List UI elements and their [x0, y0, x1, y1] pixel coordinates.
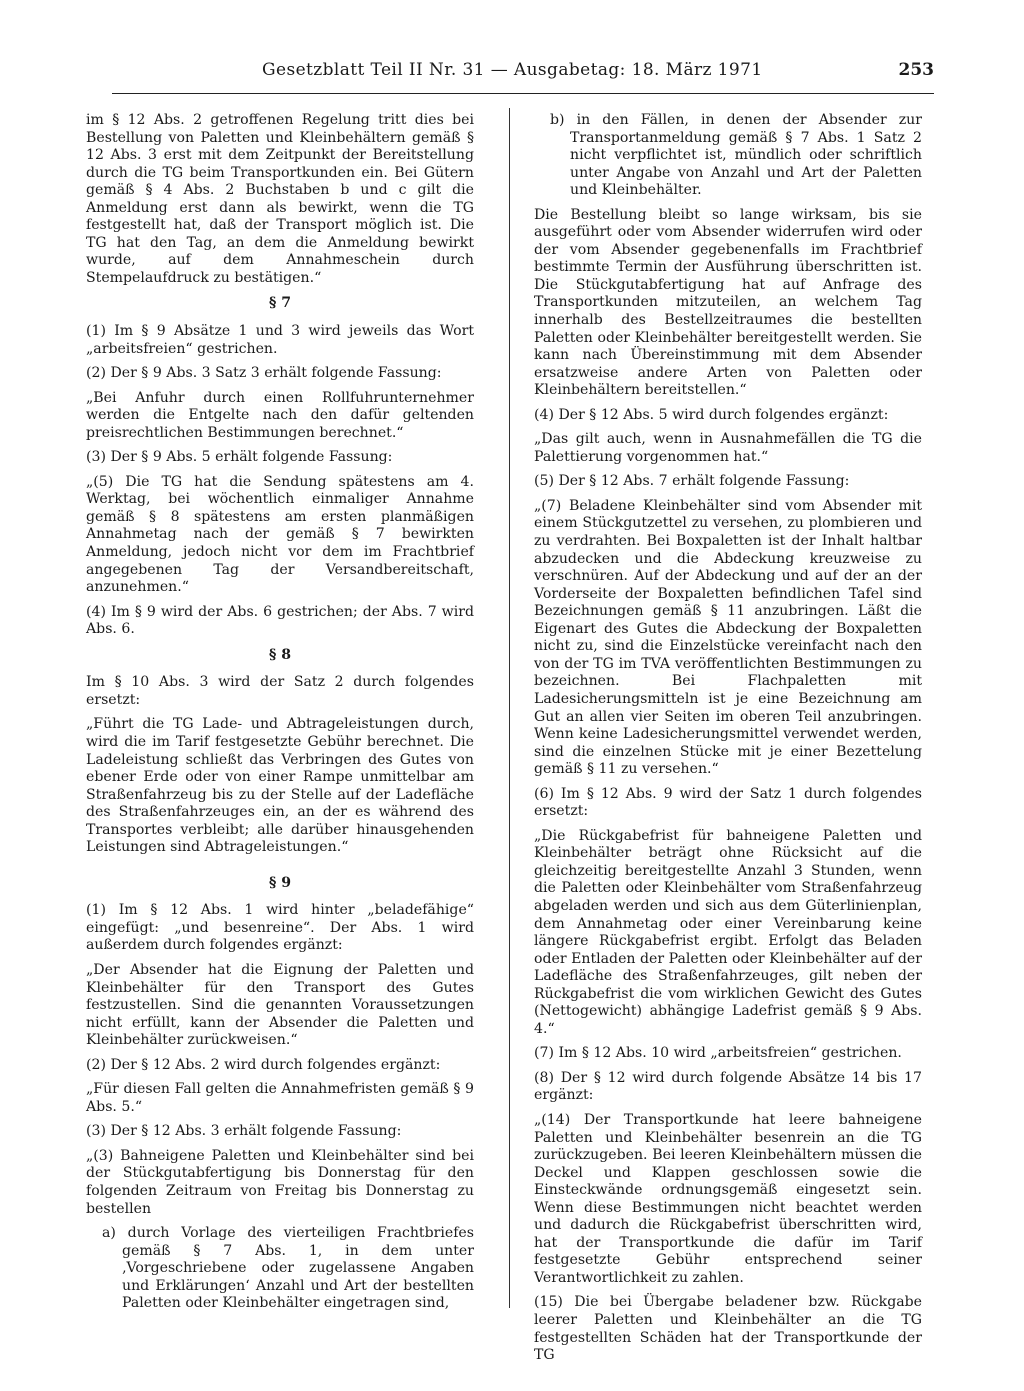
paragraph: (3) Der § 9 Abs. 5 erhält folgende Fassung:: [86, 449, 393, 466]
paragraph: (4) Im § 9 wird der Abs. 6 gestrichen; der Abs. 7 wird Abs. 6.: [86, 603, 474, 638]
quoted-paragraph: „Die Rückgabefrist für bahneigene Paletten und Kleinbehälter beträgt ohne Rücksicht auf die gleichzeitig bereitgestellte Anzahl 3 Stunden, wenn die Paletten oder Kleinbehälter vom Straßenfahrzeug abgeladen werden und sich aus dem Güterlinienplan, dem Annahmetag oder einer Vereinbarung keine längere Rückgabefrist ergibt. Erfolgt das Beladen oder Entladen der Paletten oder Kleinbehälter auf der Ladefläche des Straßenfahrzeuges, gilt neben der Rückgabefrist die vom wirklichen Gewicht des Gutes (Nettogewicht) abhängige Ladefrist gemäß § 9 Abs. 4.“: [534, 827, 922, 1037]
paragraph: (2) Der § 12 Abs. 2 wird durch folgendes ergänzt:: [86, 1056, 441, 1073]
paragraph: Im § 10 Abs. 3 wird der Satz 2 durch folgendes ersetzt:: [86, 674, 474, 708]
paragraph: (6) Im § 12 Abs. 9 wird der Satz 1 durch folgendes ersetzt:: [534, 785, 922, 820]
section-heading-9: § 9: [268, 874, 292, 891]
right-column: [534, 112, 922, 1372]
paragraph: (4) Der § 12 Abs. 5 wird durch folgendes ergänzt:: [534, 406, 889, 423]
section-heading-7: § 7: [268, 295, 292, 312]
quoted-paragraph: „Für diesen Fall gelten die Annahmefristen gemäß § 9 Abs. 5.“: [86, 1081, 474, 1115]
paragraph: (7) Im § 12 Abs. 10 wird „arbeitsfreien“ gestrichen.: [534, 1045, 902, 1062]
paragraph: (5) Der § 12 Abs. 7 erhält folgende Fassung:: [534, 473, 850, 490]
quoted-paragraph: „Bei Anfuhr durch einen Rollfuhrunternehmer werden die Entgelte nach den dafür geltenden preisrechtlichen Bestimmungen berechnet.“: [86, 389, 474, 441]
paragraph: (3) Der § 12 Abs. 3 erhält folgende Fassung:: [86, 1123, 402, 1140]
left-column: [86, 112, 474, 1320]
quoted-paragraph: „(5) Die TG hat die Sendung spätestens am 4. Werktag, bei wöchentlich einmaliger Annahme gemäß § 8 spätestens am ersten planmäßigen Annahmetag nach der gemäß § 7 bewirkten Anmeldung, jedoch nicht vor dem im Frachtbrief angegebenen Tag der Versandbereitschaft, anzunehmen.“: [86, 473, 474, 596]
page-number: 253: [898, 60, 934, 80]
paragraph: (1) Im § 9 Absätze 1 und 3 wird jeweils das Wort „arbeitsfreien“ gestrichen.: [86, 323, 474, 357]
quoted-paragraph: „Das gilt auch, wenn in Ausnahmefällen die TG die Palettierung vorgenommen hat.“: [534, 431, 922, 465]
section-heading-8: § 8: [268, 646, 292, 663]
header-rule: [112, 93, 934, 94]
paragraph: Die Bestellung bleibt so lange wirksam, bis sie ausgeführt oder vom Absender widerrufen wird oder der vom Absender gegebenenfalls im Frachtbrief bestimmte Termin der Ausführung überschritten ist. Die Stückgutabfertigung hat auf Anfrage des Transportkunden mitzuteilen, an welchem Tag innerhalb des Bestellzeitraumes die bestellten Paletten oder Kleinbehälter bereitgestellt werden. Sie kann nach Übereinstimmung mit dem Absender ersatzweise andere Arten von Paletten oder Kleinbehältern bereitstellen.“: [534, 206, 922, 399]
paragraph: (15) Die bei Übergabe beladener bzw. Rückgabe leerer Paletten und Kleinbehälter an die TG festgestellten Schäden hat der Transportkunde der TG: [534, 1294, 922, 1364]
paragraph: (2) Der § 9 Abs. 3 Satz 3 erhält folgende Fassung:: [86, 365, 442, 382]
header-title: Gesetzblatt Teil II Nr. 31 — Ausgabetag: 18. März 1971: [262, 60, 763, 80]
list-item-a: a) durch Vorlage des vierteiligen Frachtbriefes gemäß § 7 Abs. 1, in dem unter ‚Vorgeschriebene oder zugelassene Angaben und Erklärungen‘ Anzahl und Art der bestellten Paletten oder Kleinbehälter eingetragen sind,: [102, 1225, 474, 1312]
paragraph: (8) Der § 12 wird durch folgende Absätze 14 bis 17 ergänzt:: [534, 1069, 922, 1104]
column-divider: [509, 108, 510, 1308]
paragraph: im § 12 Abs. 2 getroffenen Regelung tritt dies bei Bestellung von Paletten und Kleinbehältern gemäß § 12 Abs. 3 erst mit dem Zeitpunkt der Bereitstellung durch die TG beim Transportkunden ein. Bei Gütern gemäß § 4 Abs. 2 Buchstaben b und c gilt die Anmeldung erst dann als bewirkt, wenn die TG festgestellt hat, daß der Transport möglich ist. Die TG hat den Tag, an dem die Anmeldung bewirkt wurde, auf dem Annahmeschein durch Stempelaufdruck zu bestätigen.“: [86, 112, 474, 286]
list-item-b: b) in den Fällen, in denen der Absender zur Transportanmeldung gemäß § 7 Abs. 1 Satz 2 nicht verpflichtet ist, mündlich oder schriftlich unter Angabe von Anzahl und Art der Paletten und Kleinbehälter.: [550, 112, 922, 199]
quoted-paragraph: „Der Absender hat die Eignung der Paletten und Kleinbehälter für den Transport des Gutes festzustellen. Sind die genannten Voraussetzungen nicht erfüllt, kann der Absender die Paletten und Kleinbehälter zurückweisen.“: [86, 961, 474, 1049]
page-header: [112, 60, 934, 94]
quoted-paragraph: „Führt die TG Lade- und Abtrageleistungen durch, wird die im Tarif festgesetzte Gebühr berechnet. Die Ladeleistung schließt das Verbringen des Gutes von ebener Erde oder von einer Rampe unmittelbar am Straßenfahrzeug bis zu der Stelle auf der Ladefläche des Straßenfahrzeuges ein, an der es während des Transportes verbleibt; alle darüber hinausgehenden Leistungen sind Abtrageleistungen.“: [86, 716, 474, 856]
quoted-paragraph: „(7) Beladene Kleinbehälter sind vom Absender mit einem Stückgutzettel zu versehen, zu plombieren und zu verdrahten. Bei Boxpaletten ist der Inhalt haltbar abzudecken und die Abdeckung kreuzweise zu verschnüren. Auf der Abdeckung und auf der an der Vorderseite der Boxpaletten befindlichen Tafel sind Bezeichnungen gemäß § 11 anzubringen. Läßt die Eigenart des Gutes die Abdeckung der Boxpaletten nicht zu, sind die Einzelstücke vereinfacht nach den von der TG im TVA veröffentlichten Bestimmungen zu bezeichnen. Bei Flachpaletten mit Ladesicherungsmitteln ist je eine Bezeichnung am Gut an allen vier Seiten im oberen Teil anzubringen. Wenn keine Ladesicherungsmittel verwendet werden, sind die einzelnen Stücke mit je einer Bezettelung gemäß § 11 zu versehen.“: [534, 497, 922, 778]
quoted-paragraph: „(14) Der Transportkunde hat leere bahneigene Paletten und Kleinbehälter besenrein an die TG zurückzugeben. Bei leeren Kleinbehältern müssen die Deckel und Klappen geschlossen sowie die Einsteckwände ordnungsgemäß eingesetzt sein. Wenn diese Bestimmungen nicht beachtet werden und dadurch die Rückgabefrist überschritten wird, hat der Transportkunde die dafür im Tarif festgesetzte Gebühr entsprechend seiner Verantwortlichkeit zu zahlen.: [534, 1111, 922, 1286]
paragraph: (1) Im § 12 Abs. 1 wird hinter „beladefähige“ eingefügt: „und besenreine“. Der Abs. 1 wird außerdem durch folgendes ergänzt:: [86, 902, 474, 954]
quoted-paragraph: „(3) Bahneigene Paletten und Kleinbehälter sind bei der Stückgutabfertigung bis Donnerstag für den folgenden Zeitraum von Freitag bis Donnerstag zu bestellen: [86, 1147, 474, 1217]
